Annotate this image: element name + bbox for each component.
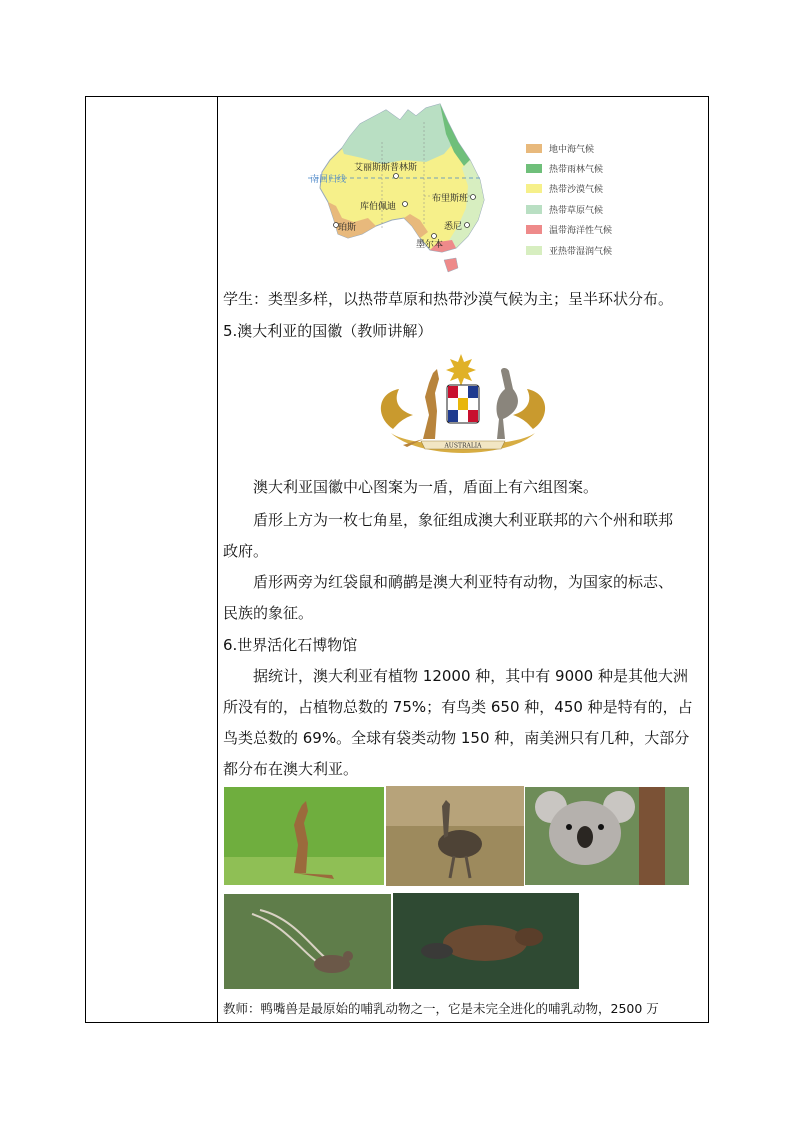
paragraph-emblem-2b: 政府。 [223,542,269,560]
legend-label: 热带沙漠气候 [549,185,604,196]
coat-of-arms-emblem [373,353,553,463]
column-divider [217,97,218,1022]
city-dot-sydney [465,223,470,228]
label-alice: 艾丽斯斯普林斯 [354,163,418,173]
kangaroo [403,369,439,447]
legend-swatch [526,164,542,173]
legend-item [526,240,612,260]
climate-map-graphic [308,102,518,274]
koala-eye-right [598,824,604,830]
city-dot-brisbane [471,195,476,200]
label-kubo: 库伯佩迪 [360,202,397,212]
map-tasmania [444,258,458,272]
platypus-photo-graphic [393,893,579,989]
paragraph-stats-c: 鸟类总数的 69%。全球有袋类动物 150 种，南美洲只有几种，大部分 [223,729,690,747]
label-sydney: 悉尼 [444,222,463,232]
legend-label: 温带海洋性气候 [549,226,613,237]
legend-label: 热带雨林气候 [549,165,604,176]
student-answer: 学生：类型多样，以热带草原和热带沙漠气候为主；呈半环状分布。 [223,290,674,308]
map-savanna-north [342,104,456,164]
lyrebird-head [343,951,353,961]
legend-label: 热带草原气候 [549,205,604,216]
koala-photo [525,787,689,885]
legend-swatch [526,246,542,255]
paragraph-emblem-3a: 盾形两旁为红袋鼠和鸸鹋是澳大利亚特有动物，为国家的标志、 [253,573,674,591]
koala-eye-left [566,824,572,830]
paragraph-stats-b: 所没有的，占植物总数的 75%；有鸟类 650 种，450 种是特有的，占 [223,698,693,716]
shield-quarter-3 [458,398,468,410]
paragraph-stats-d: 都分布在澳大利亚。 [223,760,359,778]
emu-photo [386,786,524,886]
legend-item [526,199,612,219]
legend-item [526,220,612,240]
platypus-tail [515,928,543,946]
legend-swatch [526,205,542,214]
legend-swatch [526,184,542,193]
paragraph-emblem-3b: 民族的象征。 [223,604,314,622]
legend-label: 亚热带湿润气候 [549,246,613,257]
legend-item [526,158,612,178]
shield-quarter-5 [468,410,478,422]
emu-photo-graphic [386,786,524,886]
legend-swatch [526,144,542,153]
shield-quarter-4 [448,410,458,422]
section-heading-5: 5.澳大利亚的国徽（教师讲解） [223,322,433,340]
platypus-body [443,925,527,961]
city-dot-alice [394,174,399,179]
emblem-banner-text: AUSTRALIA [444,442,482,450]
label-tropic: 南回归线 [310,175,347,185]
lyrebird-photo-graphic [224,894,391,989]
label-perth: 珀斯 [338,223,357,233]
teacher-note: 教师：鸭嘴兽是最原始的哺乳动物之一，它是未完全进化的哺乳动物，2500 万 [223,1001,659,1016]
koala-nose [577,826,593,848]
platypus-photo [393,893,579,989]
commonwealth-star [446,354,476,386]
city-dot-kubo [403,202,408,207]
label-brisbane: 布里斯班 [432,194,469,204]
paragraph-emblem-2a: 盾形上方为一枚七角星，象征组成澳大利亚联邦的六个州和联邦 [253,511,674,529]
kangaroo-photo [224,787,384,885]
wattle-wreath-left [381,389,413,429]
section-heading-6: 6.世界活化石博物馆 [223,636,358,654]
legend-label: 地中海气候 [549,144,595,155]
legend-swatch [526,225,542,234]
paragraph-emblem-1: 澳大利亚国徽中心图案为一盾，盾面上有六组图案。 [253,478,599,496]
tree-trunk [639,787,665,885]
legend-item [526,179,612,199]
koala-photo-graphic [525,787,689,885]
shield-quarter-2 [468,386,478,398]
lyrebird-photo [224,894,391,989]
kangaroo-photo-graphic [224,787,384,885]
platypus-bill [421,943,453,959]
shield-quarter-1 [448,386,458,398]
emu [497,368,518,439]
label-melbourne: 墨尔本 [416,240,444,250]
wattle-wreath-right [513,389,545,429]
australia-climate-map [308,102,638,274]
city-dot-melbourne [432,234,437,239]
map-legend [526,138,612,260]
paragraph-stats-a: 据统计，澳大利亚有植物 12000 种，其中有 9000 种是其他大洲 [253,667,688,685]
legend-item [526,138,612,158]
lesson-table [85,96,709,1023]
